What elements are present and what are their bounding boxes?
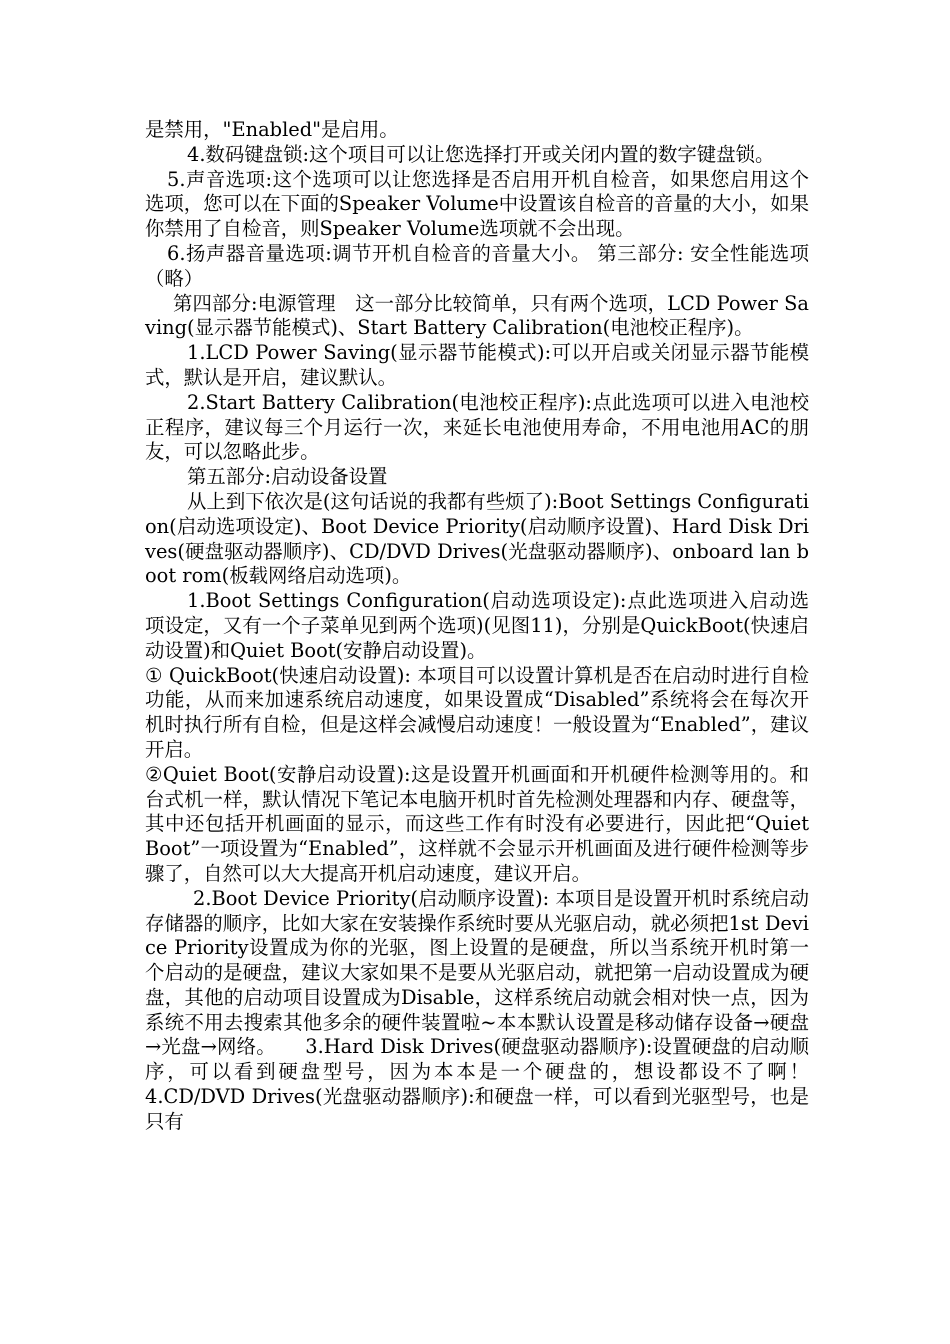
paragraph-boot-device-priority: 2.Boot Device Priority(启动顺序设置): 本项目是设置开机时系统启动存储器的顺序，比如大家在安装操作系统时要从光驱启动，就必须把1st Device Priority设置成为你的光驱，图上设置的是硬盘，所以当系统开机时第一个启动的是硬盘，建议大家如果不是要从光驱启动，就把第一启动设置成为硬盘，其他的启动项目设置成为Disable，这样系统启动就会相对快一点，因为系统不用去搜索其他多余的硬件装置啦~本本默认设置是移动储存设备→硬盘→光盘→网络。 3.Hard Disk Drives(硬盘驱动器顺序):设置硬盘的启动顺序，可以看到硬盘型号，因为本本是一个硬盘的，想设都设不了啊！ 4.CD/DVD Drives(光盘驱动器顺序):和硬盘一样，可以看到光驱型号，也是只有: [145, 886, 887, 1133]
paragraph-boot-settings-config: 1.Boot Settings Configuration(启动选项设定):点此选项进入启动选项设定，又有一个子菜单见到两个选项)(见图11)，分别是QuickBoot(快速启动设置)和Quiet Boot(安静启动设置)。: [145, 589, 809, 662]
paragraph-enabled-note: 是禁用，"Enabled"是启用。: [145, 118, 399, 141]
paragraph-power-management: 第四部分:电源管理 这一部分比较简单，只有两个选项，LCD Power Saving(显示器节能模式)、Start Battery Calibration(电池校正程序)。: [145, 291, 809, 340]
document-page: [145, 118, 887, 1135]
paragraph-boot-devices-heading: 第五部分:启动设备设置: [187, 465, 388, 489]
paragraph-quickboot: ① QuickBoot(快速启动设置): 本项目可以设置计算机是否在启动时进行自检功能，从而来加速系统启动速度，如果设置成“Disabled”系统将会在每次开机时执行所有自检，但是这样会减慢启动速度！一般设置为“Enabled”，建议开启。: [145, 663, 809, 761]
paragraph-speaker-volume: 6.扬声器音量选项:调节开机自检音的音量大小。 第三部分: 安全性能选项（略）: [145, 241, 809, 290]
paragraph-numlock: 4.数码键盘锁:这个项目可以让您选择打开或关闭内置的数字键盘锁。: [187, 142, 775, 166]
paragraph-lcd-power-saving: 1.LCD Power Saving(显示器节能模式):可以开启或关闭显示器节能模式，默认是开启，建议默认。: [145, 341, 809, 389]
paragraph-battery-calibration: 2.Start Battery Calibration(电池校正程序):点此选项可以进入电池校正程序，建议每三个月运行一次，来延长电池使用寿命，不用电池用AC的朋友，可以忽略此步。: [145, 390, 809, 464]
paragraph-quiet-boot: ②Quiet Boot(安静启动设置):这是设置开机画面和开机硬件检测等用的。和台式机一样，默认情况下笔记本电脑开机时首先检测处理器和内存、硬盘等，其中还包括开机画面的显示，而这些工作有时没有必要进行，因此把“Quiet Boot”一项设置为“Enabled”，这样就不会显示开机画面及进行硬件检测等步骤了，自然可以大大提高开机启动速度，建议开启。: [145, 762, 809, 885]
paragraph-boot-order-overview: 从上到下依次是(这句话说的我都有些烦了):Boot Settings Configuration(启动选项设定)、Boot Device Priority(启动顺序设置)、Hard Disk Drives(硬盘驱动器顺序)、CD/DVD Drives(光盘驱动器顺序)、onboard lan boot rom(板载网络启动选项)。: [145, 489, 809, 588]
paragraph-sound: 5.声音选项:这个选项可以让您选择是否启用开机自检音，如果您启用这个选项，您可以在下面的Speaker Volume中设置该自检音的音量的大小，如果你禁用了自检音，则Speaker Volume选项就不会出现。: [145, 167, 809, 241]
